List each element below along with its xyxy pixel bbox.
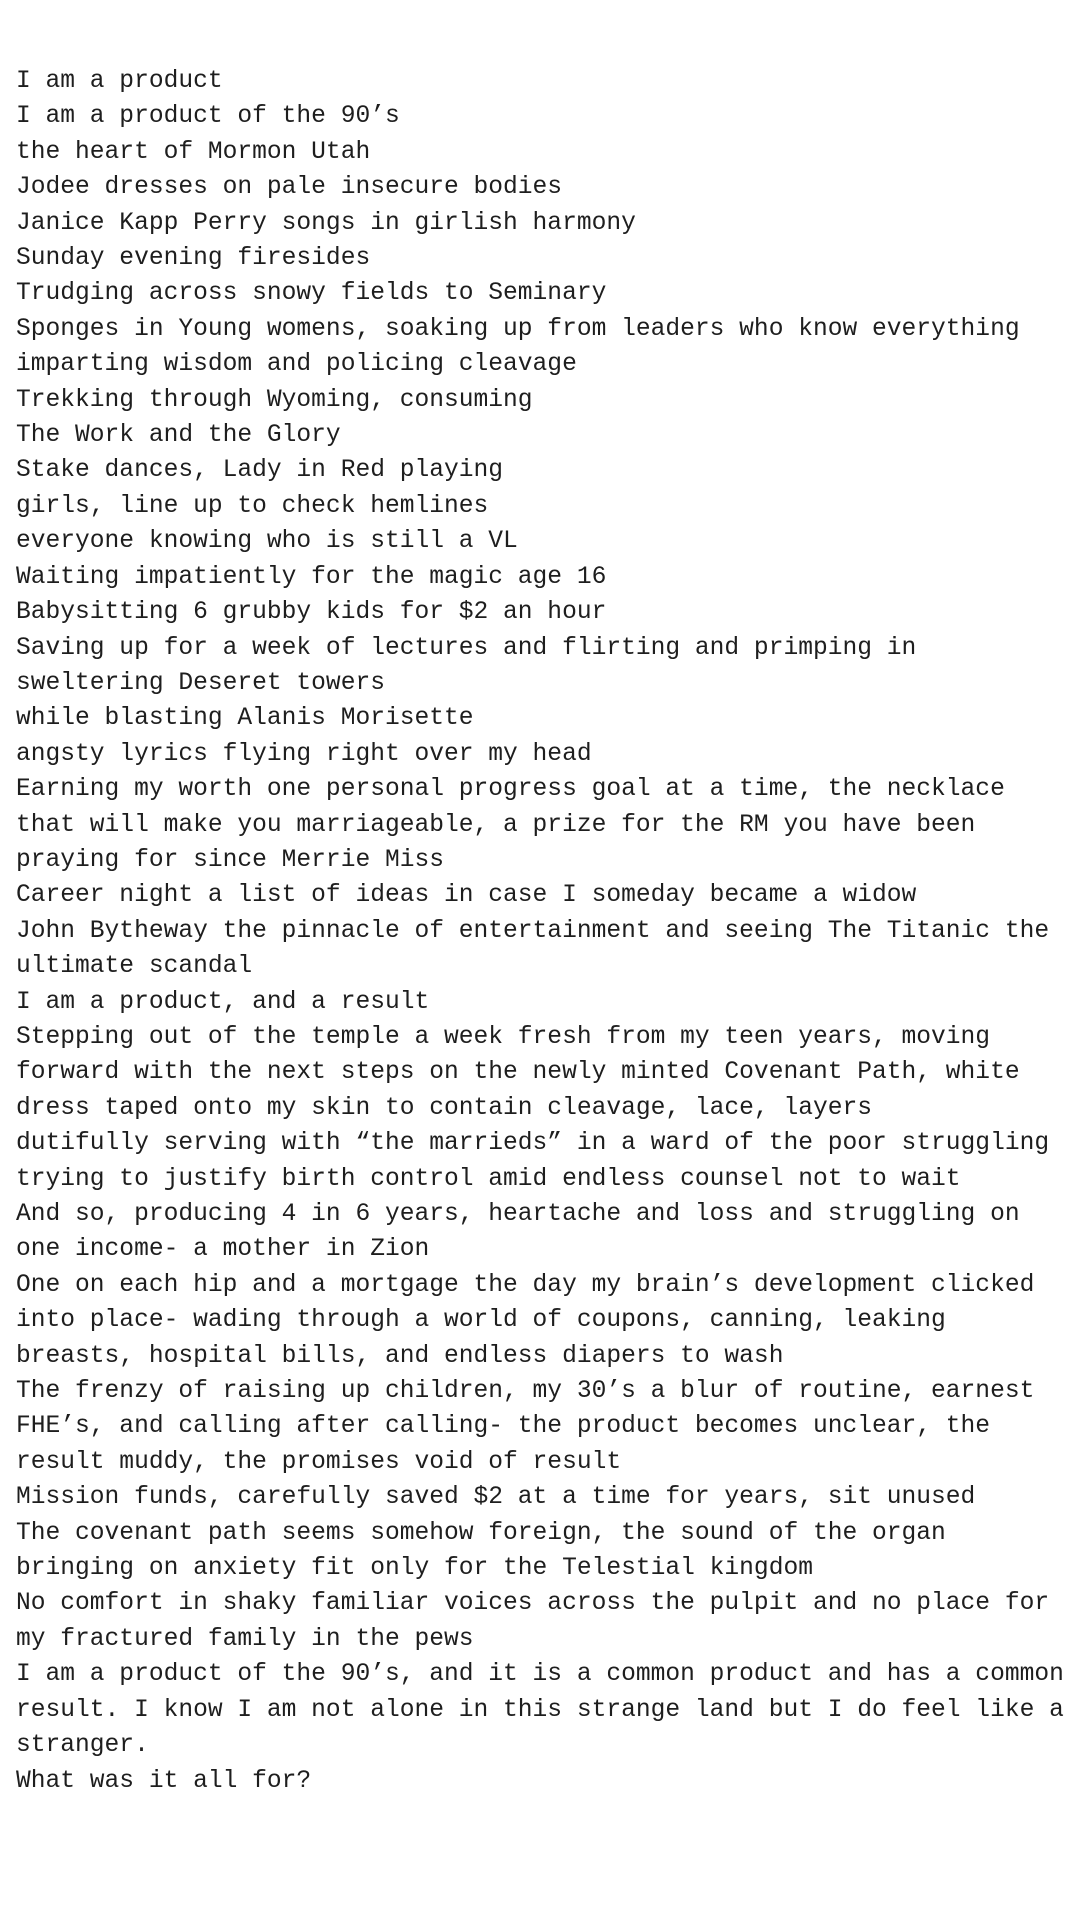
- poem-line: The covenant path seems somehow foreign, the sound of the organ bringing on anxiety fit only for the Telestial kingdom: [16, 1519, 961, 1583]
- poem-line: I am a product of the 90’s, and it is a common product and has a common result. I know I am not alone in this strange land but I do feel like a stranger.: [16, 1661, 1079, 1760]
- poem-line: Sunday evening firesides: [16, 245, 371, 273]
- poem-line: The frenzy of raising up children, my 30’s a blur of routine, earnest FHE’s, and calling after calling- the product becomes unclear, the result muddy, the promises void of result: [16, 1378, 1050, 1476]
- poem-line: One on each hip and a mortgage the day my brain’s development clicked into place- wading through a world of coupons, canning, leaking breasts, hospital bills, and endless diapers to wash: [16, 1271, 1050, 1370]
- poem-line: No comfort in shaky familiar voices across the pulpit and no place for my fractured family in the pews: [16, 1590, 1064, 1653]
- poem-line: the heart of Mormon Utah: [16, 138, 371, 166]
- poem-line: Babysitting 6 grubby kids for $2 an hour: [16, 599, 607, 627]
- poem-line: dutifully serving with “the marrieds” in a ward of the poor struggling: [16, 1130, 1050, 1158]
- poem-line: I am a product of the 90’s: [16, 103, 400, 131]
- poem-line: everyone knowing who is still a VL: [16, 528, 518, 556]
- poem-text: [16, 64, 1079, 1799]
- poem-line: Waiting impatiently for the magic age 16: [16, 563, 607, 591]
- poem-line: The Work and the Glory: [16, 422, 341, 450]
- poem-line: John Bytheway the pinnacle of entertainment and seeing The Titanic the ultimate scandal: [16, 917, 1064, 981]
- poem-line: while blasting Alanis Morisette: [16, 705, 474, 733]
- poem-line: And so, producing 4 in 6 years, heartache and loss and struggling on one income- a mother in Zion: [16, 1201, 1035, 1264]
- poem-line: Trekking through Wyoming, consuming: [16, 386, 533, 414]
- poem-line: Stake dances, Lady in Red playing: [16, 457, 504, 485]
- poem-line: Stepping out of the temple a week fresh from my teen years, moving forward with the next steps on the newly minted Covenant Path, white dress taped onto my skin to contain cleavage, lace, layers: [16, 1023, 1035, 1122]
- poem-line: Jodee dresses on pale insecure bodies: [16, 174, 563, 202]
- poem-line: angsty lyrics flying right over my head: [16, 740, 592, 768]
- poem-line: Sponges in Young womens, soaking up from leaders who know everything imparting wisdom and policing cleavage: [16, 315, 1035, 379]
- poem-line: Trudging across snowy fields to Seminary: [16, 280, 607, 308]
- poem-line: I am a product: [16, 68, 223, 95]
- poem-line: Saving up for a week of lectures and flirting and primping in sweltering Deseret towers: [16, 634, 932, 697]
- poem-line: I am a product, and a result: [16, 988, 430, 1016]
- poem-line: Mission funds, carefully saved $2 at a time for years, sit unused: [16, 1484, 976, 1512]
- poem-line: What was it all for?: [16, 1767, 312, 1795]
- poem-line: Career night a list of ideas in case I someday became a widow: [16, 882, 917, 910]
- poem-line: Janice Kapp Perry songs in girlish harmony: [16, 209, 636, 237]
- poem-line: Earning my worth one personal progress goal at a time, the necklace that will make you marriageable, a prize for the RM you have been praying for since Merrie Miss: [16, 776, 1020, 874]
- poem-line: trying to justify birth control amid endless counsel not to wait: [16, 1165, 961, 1193]
- poem-line: girls, line up to check hemlines: [16, 492, 489, 520]
